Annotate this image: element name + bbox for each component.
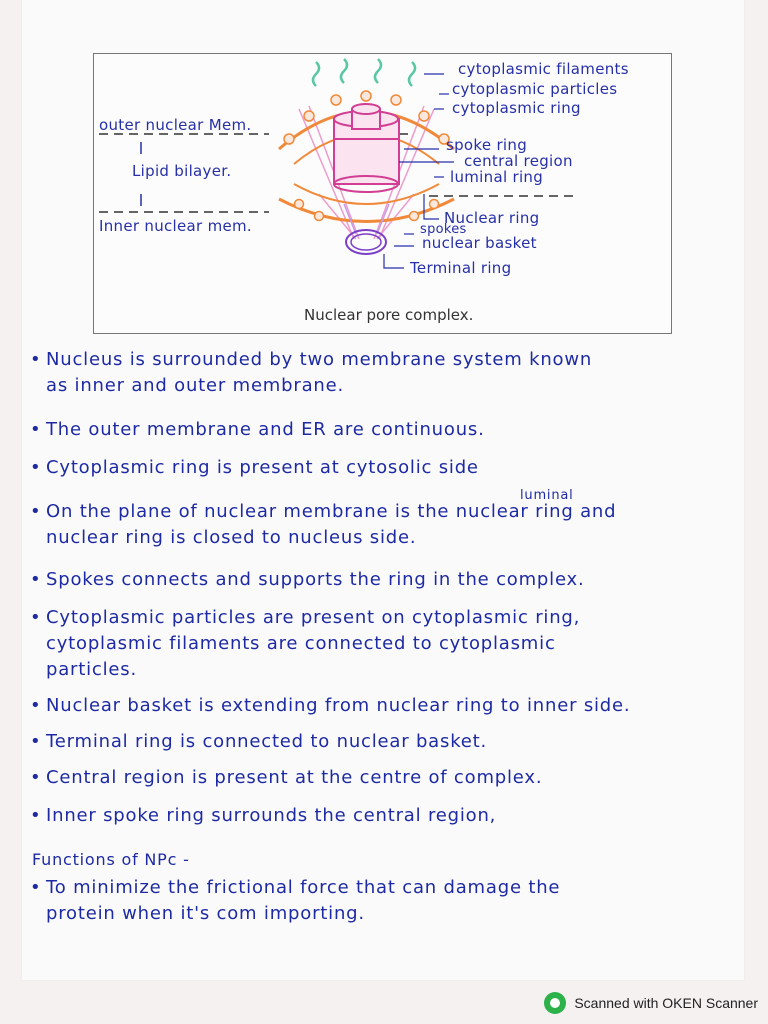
label-inner-nuclear-mem: Inner nuclear mem. bbox=[99, 217, 253, 235]
diagram-caption: Nuclear pore complex. bbox=[304, 306, 474, 324]
note-item: • Nuclear basket is extending from nuclear ring to inner side. bbox=[30, 695, 631, 716]
note-item: • The outer membrane and ER are continuous. bbox=[30, 419, 485, 440]
scanner-watermark bbox=[544, 990, 758, 1016]
label-cytoplasmic-particles: cytoplasmic particles bbox=[452, 80, 618, 98]
label-terminal-ring: Terminal ring bbox=[410, 259, 512, 277]
note-item: • Nucleus is surrounded by two membrane system known as inner and outer membrane. bbox=[30, 349, 593, 396]
label-cytoplasmic-ring: cytoplasmic ring bbox=[452, 99, 581, 117]
label-spokes: spokes bbox=[420, 222, 467, 237]
label-cytoplasmic-filaments: cytoplasmic filaments bbox=[458, 60, 629, 78]
nuclear-pore-diagram bbox=[93, 53, 672, 334]
note-item: luminal • On the plane of nuclear membrane is the nuclear ring and nuclear ring is closed to nucleus side. bbox=[30, 499, 730, 551]
note-item: • Cytoplasmic ring is present at cytosolic side bbox=[30, 457, 479, 478]
function-item: • To minimize the frictional force that can damage the protein when it's com importing. bbox=[30, 877, 561, 924]
label-nuclear-ring: Nuclear ring bbox=[444, 209, 540, 227]
note-item: • Inner spoke ring surrounds the central region, bbox=[30, 805, 497, 826]
note-item: • Spokes connects and supports the ring in the complex. bbox=[30, 569, 585, 590]
bleed-through-text bbox=[240, 12, 254, 42]
oken-logo-icon bbox=[544, 992, 566, 1014]
functions-heading: Functions of NPc - bbox=[32, 850, 190, 869]
scanner-label: Scanned with OKEN Scanner bbox=[574, 995, 758, 1011]
note-item: • Cytoplasmic particles are present on cytoplasmic ring, cytoplasmic filaments are connected to cytoplasmic particles. bbox=[30, 607, 581, 680]
note-item: • Central region is present at the centre of complex. bbox=[30, 767, 543, 788]
label-lipid-bilayer: Lipid bilayer. bbox=[132, 162, 232, 180]
note-item: • Terminal ring is connected to nuclear basket. bbox=[30, 731, 488, 752]
label-central-region: central region bbox=[464, 152, 573, 170]
label-outer-nuclear-mem: outer nuclear Mem. bbox=[99, 116, 252, 134]
label-nuclear-basket: nuclear basket bbox=[422, 234, 537, 252]
label-spoke-ring: spoke ring bbox=[446, 136, 528, 154]
label-luminal-ring: luminal ring bbox=[450, 168, 544, 186]
luminal-insert: luminal bbox=[520, 488, 574, 503]
